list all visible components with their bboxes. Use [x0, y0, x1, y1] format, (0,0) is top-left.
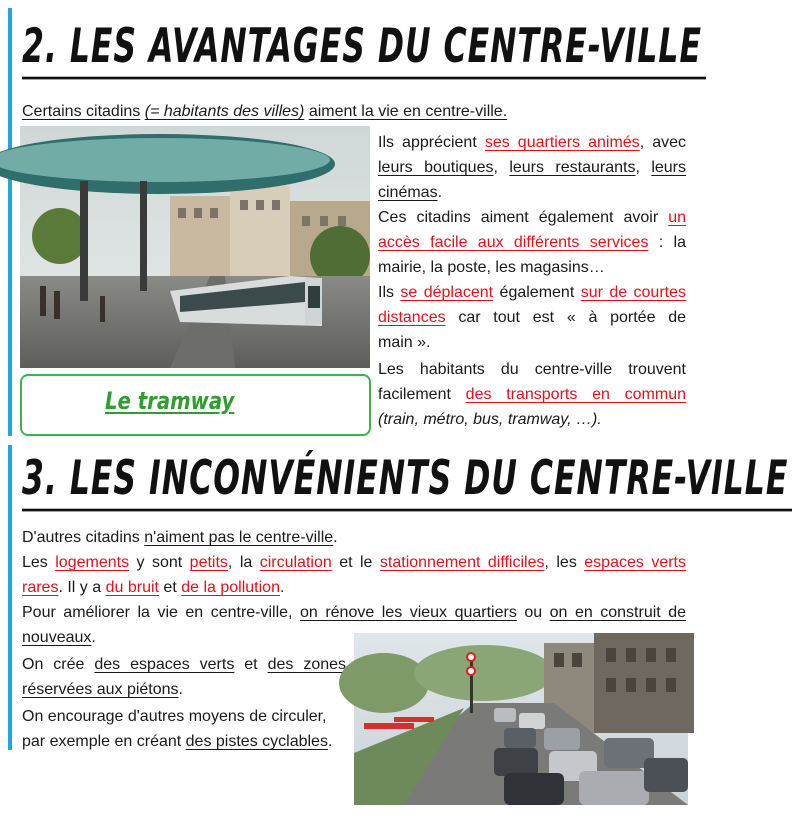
- text-line: On crée des espaces verts et des zones: [22, 656, 347, 673]
- text-line: Ils se déplacent également sur de courtes: [378, 284, 687, 301]
- text-line: mairie, la poste, les magasins…: [378, 259, 605, 276]
- text-line: Les habitants du centre-ville trouvent: [378, 361, 686, 378]
- text-line: réservées aux piétons.: [22, 681, 183, 698]
- text-line: Pour améliorer la vie en centre-ville, on rénove les vieux quartiers ou on en construit de: [22, 604, 687, 621]
- text-line: Les logements y sont petits, la circulation et le stationnement difficiles, les espaces verts: [22, 554, 686, 571]
- text-line: par exemple en créant des pistes cyclables.: [22, 733, 333, 750]
- section-accent-bar: [8, 8, 12, 436]
- photo-caption: Le tramway: [105, 387, 235, 415]
- section-title: 2. LES AVANTAGES DU CENTRE-VILLE: [22, 20, 702, 74]
- tramway-photo: [20, 126, 370, 368]
- text-line: accès facile aux différents services : la: [378, 234, 687, 251]
- text-line: Ces citadins aiment également avoir un: [378, 209, 686, 226]
- text-line: distances car tout est « à portée de: [378, 309, 687, 326]
- text-line: nouveaux.: [22, 629, 96, 646]
- section-title: 3. LES INCONVÉNIENTS DU CENTRE-VILLE: [22, 452, 788, 506]
- text-line: leurs boutiques, leurs restaurants, leurs: [378, 159, 686, 176]
- section-accent-bar: [8, 445, 12, 750]
- text-line: facilement des transports en commun: [378, 386, 686, 403]
- text-line: (train, métro, bus, tramway, …).: [378, 411, 602, 428]
- text-line: cinémas.: [378, 184, 443, 201]
- text-line: rares. Il y a du bruit et de la pollution.: [22, 579, 285, 596]
- text-line: On encourage d'autres moyens de circuler,: [22, 708, 327, 725]
- intro-text: Certains citadins (= habitants des villes) aiment la vie en centre-ville.: [22, 103, 508, 120]
- traffic-photo: [354, 633, 688, 805]
- text-line: D'autres citadins n'aiment pas le centre-ville.: [22, 529, 338, 546]
- text-line: main ».: [378, 334, 431, 351]
- text-line: Ils apprécient ses quartiers animés, avec: [378, 134, 686, 151]
